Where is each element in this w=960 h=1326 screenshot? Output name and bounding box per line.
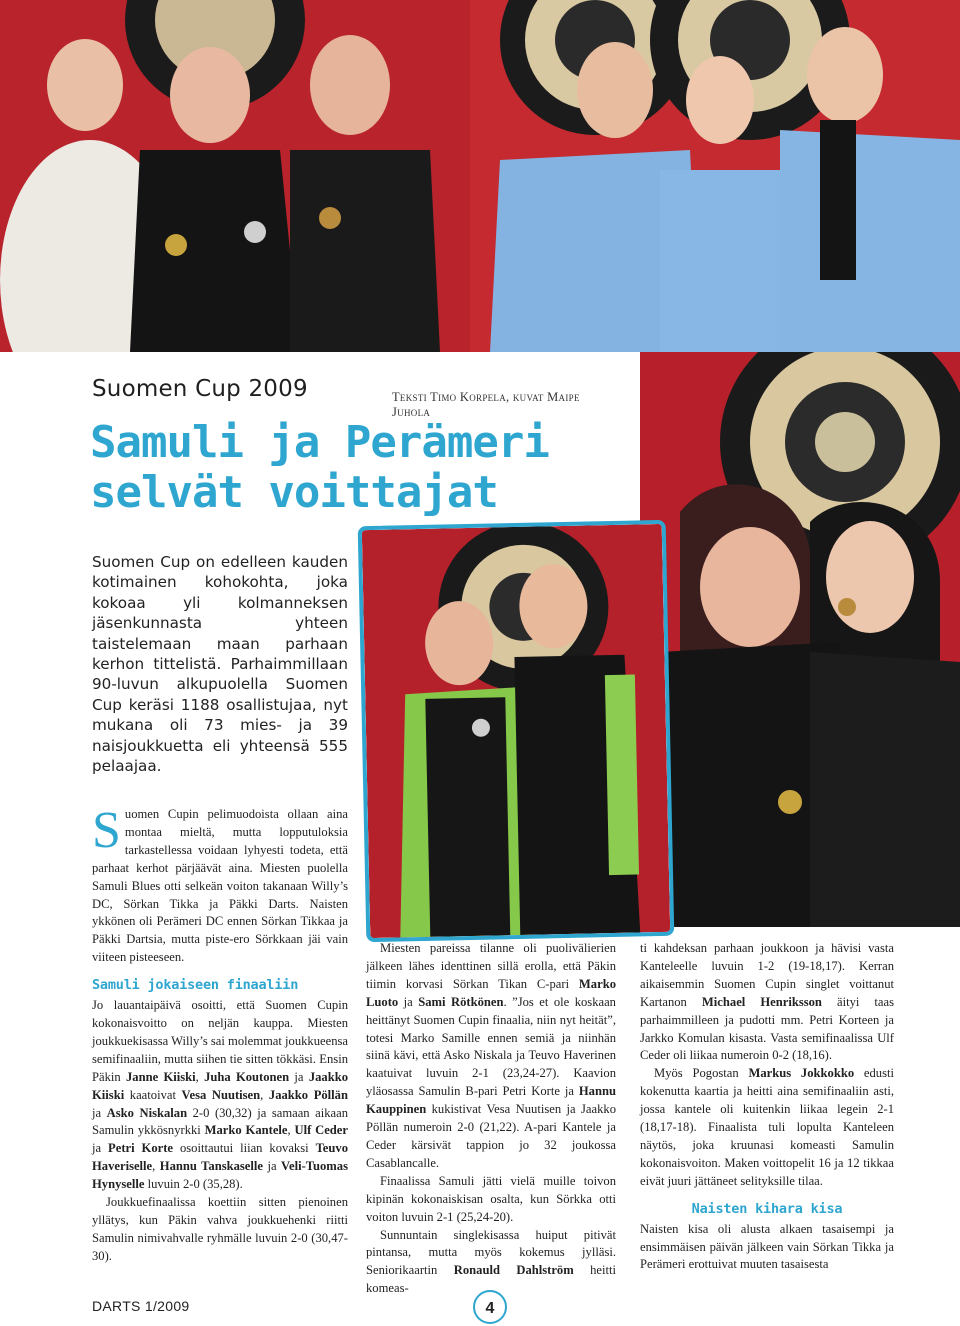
column-3-paragraph-1: ti kahdeksan parhaan joukkoon ja hävisi vasta Kanteleelle luvuin 1-2 (19-18,17). Kerran aikaisemmin Suomen Cupin singlet voittanut Kartanon Michael Henriksson äityi taas parhaimmilleen ja pudotti mm. Petri Korteen ja Jarkko Komulan kisasta. Vasta semifinaalissa Ulf Ceder oli liikaa numeroin 0-2 (18,16). (640, 941, 895, 1063)
article-column-1 (92, 802, 349, 1266)
column-3-paragraph-2: Myös Pogostan Markus Jokkokko edusti kokenutta kaartia ja heitti aina semifinaaliin asti, jossa kantele oli kuitenkin liikaa legein 2-1 (18,17-18). Finaalista tuli lopulta Kanteleen näytös, joka kruunasi komeasti Samulin kokonaisvoiton. Maken voittopelit 16 ja 12 tikkaa eivät juuri jättäneet selityksille tilaa. (640, 1066, 894, 1188)
headline-line-2: selvät voittajat (90, 467, 498, 518)
subheading-samuli: Samuli jokaiseen finaaliin (92, 977, 299, 994)
women-winners-photo (640, 352, 960, 927)
article-column-3 (640, 940, 894, 1274)
ingress-paragraph: Suomen Cup on edelleen kauden kotimainen kohokohta, joka kokoaa yli kolmanneksen jäsenkunnasta yhteen taistelemaan maan parhaan kerhon tittelistä. Parhaimmillaan 90-luvun alkupuolella Suomen Cup keräsi 1188 osallistujaa, nyt mukana oli 73 mies- ja 39 naisjoukkuetta eli yhteensä 555 pelaajaa. (92, 553, 348, 776)
column-1-paragraph-3: Joukkuefinaalissa koettiin sitten pienoinen yllätys, kun Päkin vahva joukkuehenki riitti Samulin nimivahvalle ryhmälle luvuin 2-0 (30,47-30). (92, 1195, 348, 1263)
magazine-issue-label: DARTS 1/2009 (92, 1298, 190, 1314)
column-2-paragraph-1: Miesten pareissa tilanne oli puolivälierien jälkeen lähes identtinen sillä erolla, että Päkin tiimin korvasi Sörkan Tikan C-pari Marko Luoto ja Sami Rötkönen. ”Jos et ole koskaan heittänyt Suomen Cupin finaalia, niin nyt heität”, totesi Marko Samille ennen semiä ja niinhän siinä kävi, että Asko Niskala ja Teuvo Haverinen kaatuivat luvuin 2-1 (23,24-27). Kaavion yläosassa Samulin B-pari Petri Korte ja Hannu Kauppinen kukistivat Vesa Nuutisen ja Jaakko Pöllän numeroin 2-0 (21,22). A-pari Kantele ja Ceder kärsivät tappion jo 32 joukossa Casablancalle. (366, 941, 616, 1170)
column-1-paragraph-2: Jo lauantaipäivä osoitti, että Suomen Cupin kokonaisvoitto on neljän kauppa. Miesten joukkuekisassa Willy’s sai molemmat joukkueensa semifinaaliin, mutta siihen tie sitten tökkäsi. Ensin Päkin Janne Kiiski, Juha Koutonen ja Jaakko Kiiski kaatoivat Vesa Nuutisen, Jaakko Pöllän ja Asko Niskalan 2-0 (30,32) ja samaan aikaan Samulin ykkösnyrkki Marko Kantele, Ulf Ceder ja Petri Korte osoittautui liian kovaksi Teuvo Haveriselle, Hannu Tanskaselle ja Veli-Tuomas Hynyselle luvuin 2-0 (35,28). (92, 998, 349, 1192)
top-team-photo (0, 0, 960, 352)
drop-cap: S (92, 802, 121, 859)
column-1-text-1: uomen Cupin pelimuodoista ollaan aina montaa mieltä, mutta lopputuloksia tarkastellessa voidaan lyhyesti todeta, että parhaat kerhot pärjäävät aina. Miesten puolella Samuli Blues otti selkeän voiton takanaan Willy’s DC, Sörkan Tikka ja Päkki Darts. Naisten ykkönen oli Perämeri DC ennen Sörkan Tikkaa ja Päkki Dartsia, mutta piste-ero Sörkkaan jäi vain viiteen pisteeseen. (92, 807, 348, 965)
headline-line-1: Samuli ja Perämeri (90, 417, 549, 468)
men-winners-photo (358, 520, 675, 942)
page-headline (90, 418, 549, 518)
column-2-paragraph-3: Sunnuntain singlekisassa huiput pitivät pintansa, mutta myös kokemus jylläsi. Seniorikaartin Ronauld Dahlström heitti komeas- (366, 1227, 616, 1296)
article-column-2 (366, 940, 616, 1298)
column-3-paragraph-3: Naisten kisa oli alusta alkaen tasaisempi ja ensimmäisen päivän jälkeen vain Sörkan Tikka ja Perämeri erottuivat muuten tasaisesta (640, 1221, 894, 1272)
photo-credit: Teksti Timo Korpela, kuvat Maipe Juhola (392, 390, 580, 419)
page-number: 4 (473, 1290, 507, 1324)
column-2-paragraph-2: Finaalissa Samuli jätti vielä muille toivon kipinän kokonaiskisan osalta, kun Sörkka otti voiton luvuin 2-1 (25,24-20). (366, 1173, 616, 1224)
section-title: Suomen Cup 2009 (92, 376, 308, 402)
subheading-naisten: Naisten kihara kisa (691, 1200, 843, 1217)
column-1-paragraph-1 (92, 802, 348, 967)
